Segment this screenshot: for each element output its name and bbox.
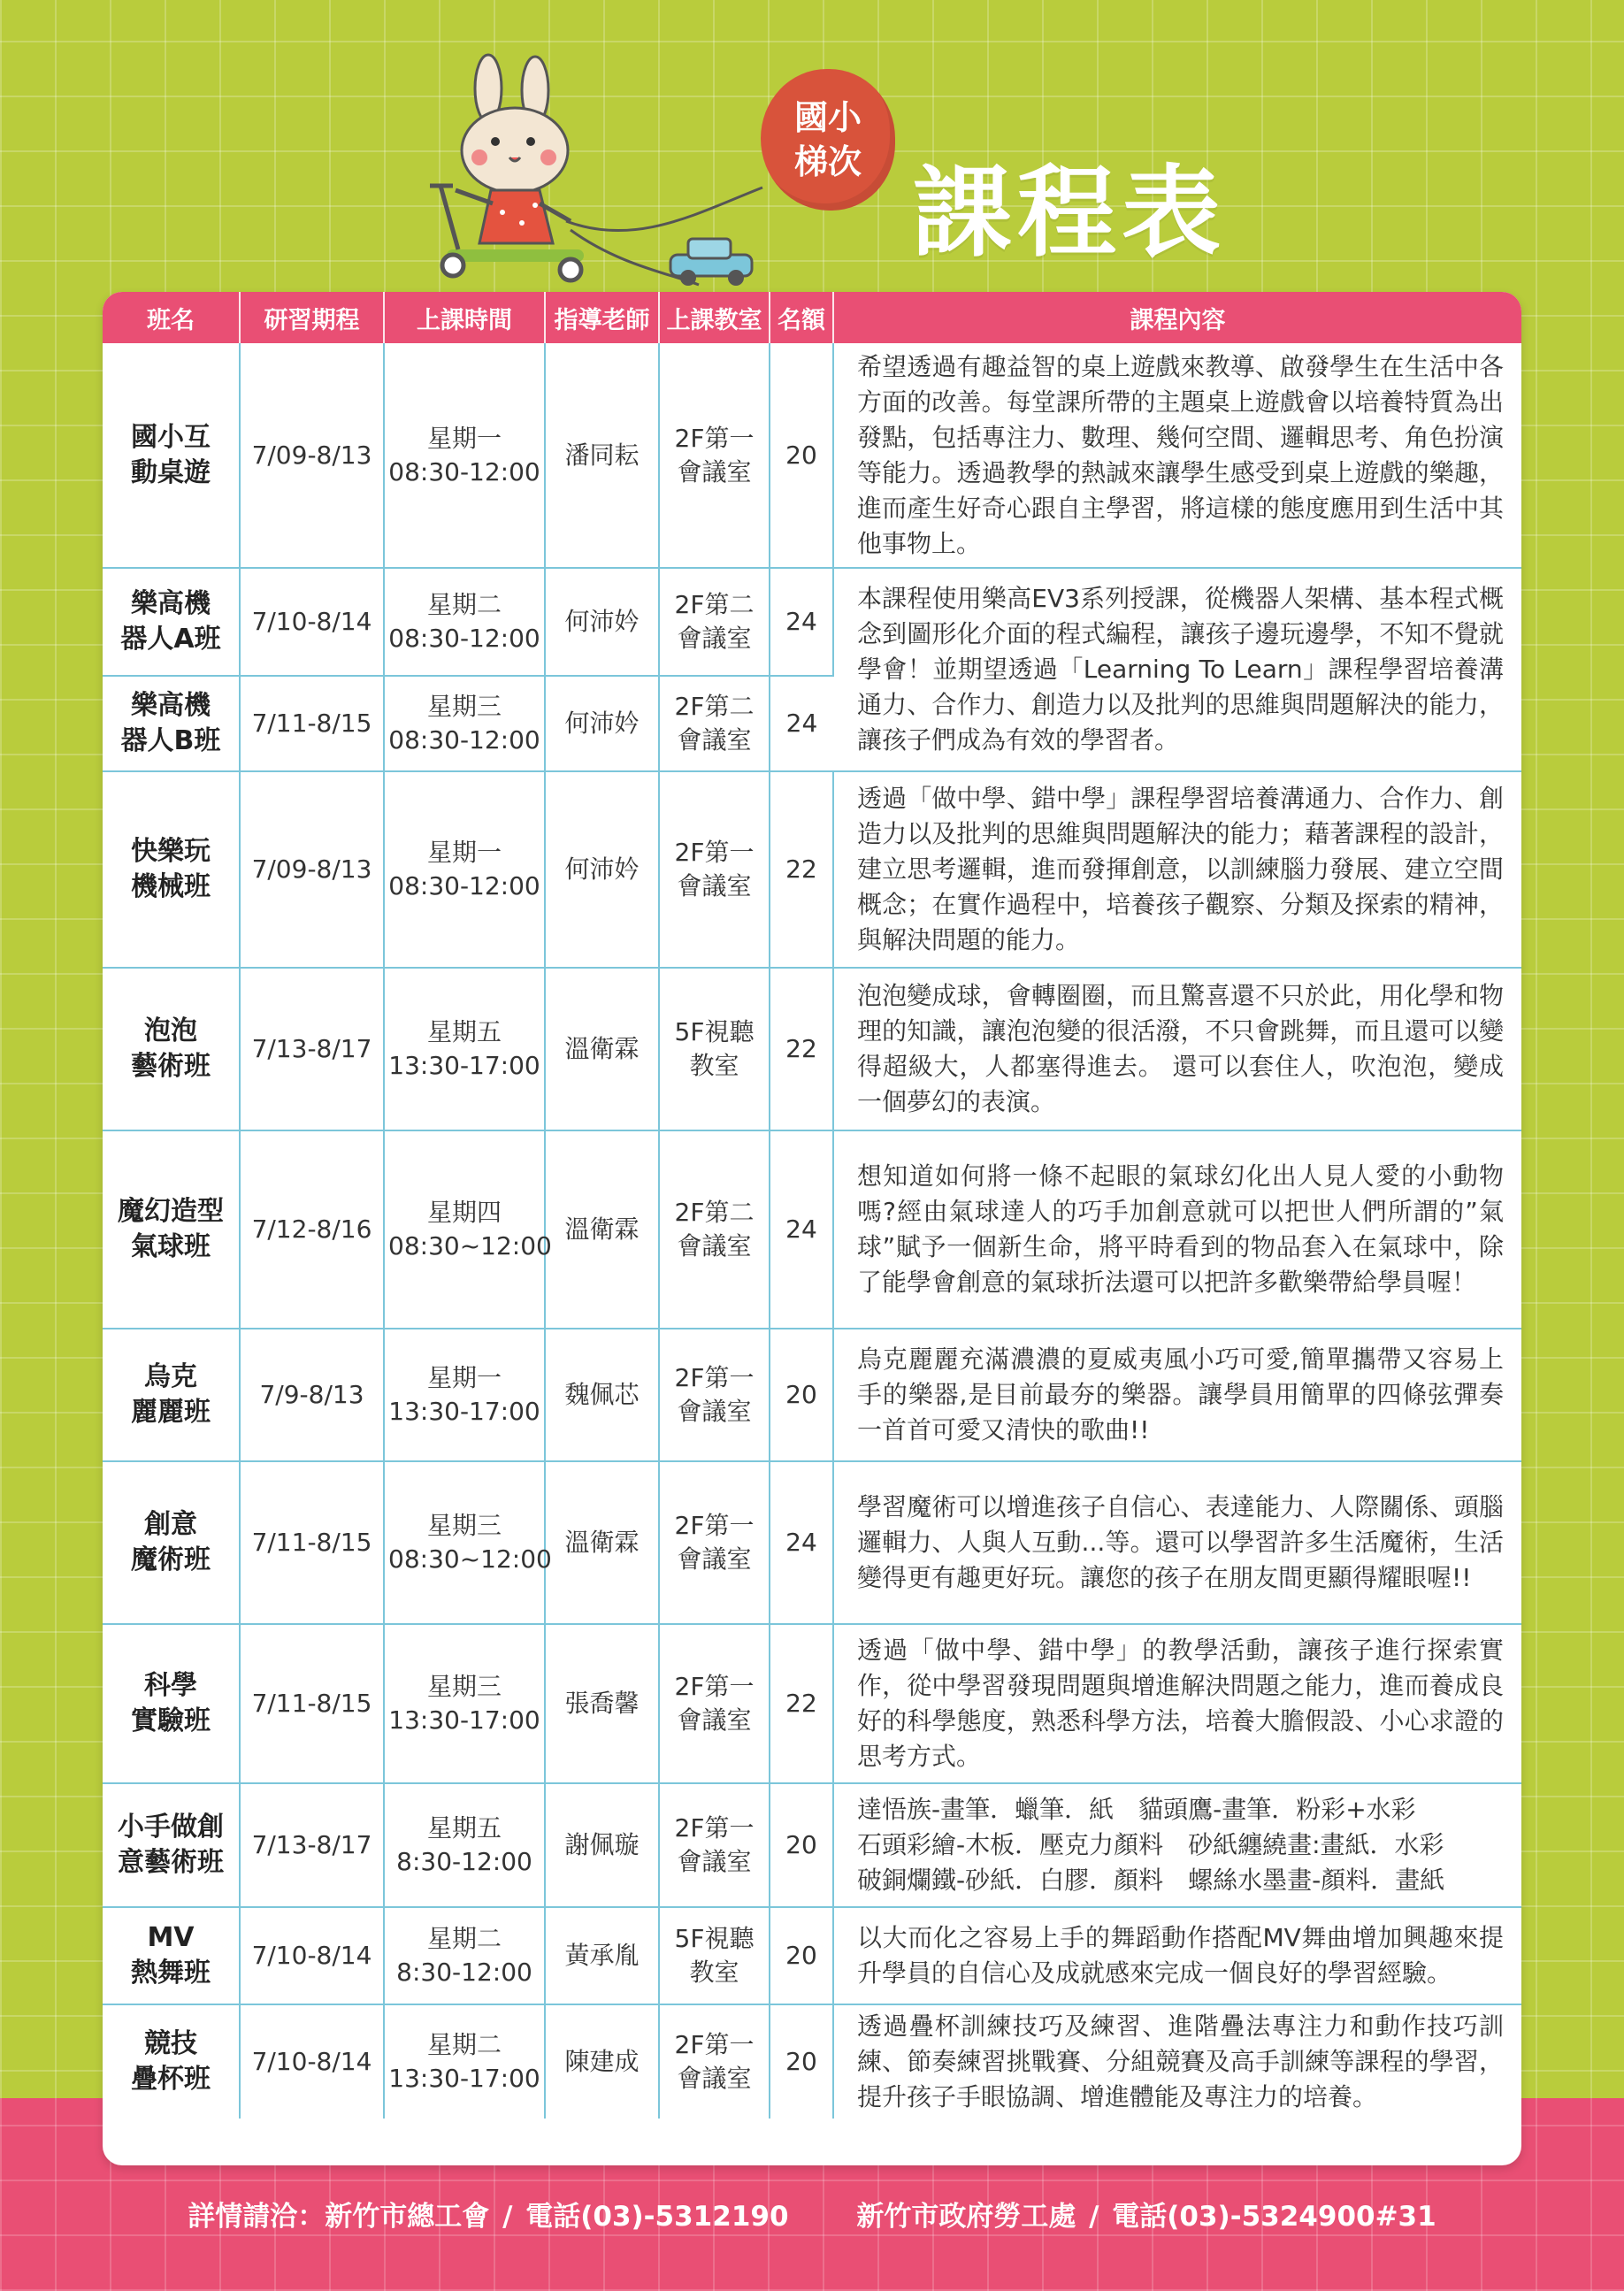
course-quota: 22 <box>770 968 833 1130</box>
course-period: 7/11-8/15 <box>240 1461 384 1624</box>
course-content <box>833 1907 1521 2004</box>
course-quota: 20 <box>770 1783 833 1907</box>
table-header-row <box>103 292 1521 343</box>
course-content-text: 想知道如何將一條不起眼的氣球幻化出人見人愛的小動物嗎?經由氣球達人的巧手加創意就可以把世人們所謂的”氣球”賦予一個新生命，將平時看到的物品套入在氣球中，除了能學會創意的氣球折法還可以把許多歡樂帶給學員喔！ <box>857 1161 1504 1297</box>
table-row <box>103 568 1521 676</box>
course-quota: 22 <box>770 771 833 968</box>
course-content-text: 烏克麗麗充滿濃濃的夏威夷風小巧可愛,簡單攜帶又容易上手的樂器,是目前最夯的樂器。讓學員用簡單的四條弦彈奏一首首可愛又清快的歌曲!! <box>857 1345 1504 1444</box>
course-time <box>384 676 545 771</box>
course-content-text: 學習魔術可以增進孩子自信心、表達能力、人際關係、頭腦邏輯力、人與人互動...等。還可以學習許多生活魔術，生活變得更有趣更好玩。讓您的孩子在朋友間更顯得耀眼喔!! <box>857 1492 1504 1592</box>
course-content-text: 透過「做中學、錯中學」課程學習培養溝通力、合作力、創造力以及批判的思維與問題解決的能力；藉著課程的設計，建立思考邏輯，進而發揮創意，以訓練腦力發展、建立空間概念；在實作過程中，培養孩子觀察、分類及探索的精神，與解決問題的能力。 <box>857 784 1504 954</box>
course-content <box>833 2004 1521 2119</box>
course-name-text: 創意 魔術班 <box>131 1509 211 1575</box>
course-content <box>833 1329 1521 1461</box>
course-room <box>659 1130 770 1329</box>
course-time-text: 星期三 08:30~12:00 <box>388 1511 552 1574</box>
badge-line-2: 梯次 <box>793 142 862 181</box>
course-content <box>833 568 1521 771</box>
course-teacher: 魏佩芯 <box>545 1329 659 1461</box>
course-room <box>659 1907 770 2004</box>
course-name-text: 快樂玩 機械班 <box>131 836 211 902</box>
course-time-text: 星期一 08:30-12:00 <box>388 423 540 487</box>
course-content <box>833 968 1521 1130</box>
column-header: 名額 <box>770 292 833 343</box>
course-content-text: 泡泡變成球，會轉圈圈，而且驚喜還不只於此，用化學和物理的知識，讓泡泡變的很活潑，不只會跳舞，而且還可以變得超級大，人都塞得進去。 還可以套住人，吹泡泡，變成一個夢幻的表演。 <box>857 981 1504 1116</box>
course-content-text: 透過疊杯訓練技巧及練習、進階疊法專注力和動作技巧訓練、節奏練習挑戰賽、分組競賽及高手訓練等課程的學習，提升孩子手眼協調、增進體能及專注力的培養。 <box>857 2011 1504 2111</box>
table-row <box>103 343 1521 568</box>
course-room-text: 2F第一 會議室 <box>674 423 755 487</box>
course-period: 7/09-8/13 <box>240 771 384 968</box>
course-room-text: 2F第一 會議室 <box>674 1363 755 1426</box>
course-time-text: 星期一 13:30-17:00 <box>388 1363 540 1426</box>
course-teacher: 陳建成 <box>545 2004 659 2119</box>
course-name <box>103 1461 240 1624</box>
course-period: 7/13-8/17 <box>240 1783 384 1907</box>
column-header: 研習期程 <box>240 292 384 343</box>
table-row <box>103 1130 1521 1329</box>
course-room <box>659 2004 770 2119</box>
course-name <box>103 1624 240 1783</box>
course-period: 7/09-8/13 <box>240 343 384 568</box>
course-time <box>384 1461 552 1624</box>
course-teacher: 溫衛霖 <box>545 968 659 1130</box>
course-content <box>833 1461 1521 1624</box>
course-content-text: 以大而化之容易上手的舞蹈動作搭配MV舞曲增加興趣來提升學員的自信心及成就感來完成一個良好的學習經驗。 <box>857 1923 1504 1988</box>
column-header: 上課教室 <box>659 292 770 343</box>
course-name <box>103 1907 240 2004</box>
table-row <box>103 1907 1521 2004</box>
course-time <box>384 1130 552 1329</box>
course-period: 7/10-8/14 <box>240 1907 384 2004</box>
course-name <box>103 1783 240 1907</box>
bunny-scooter-illustration <box>407 53 796 292</box>
course-time <box>384 1783 545 1907</box>
course-time <box>384 1907 545 2004</box>
course-time-text: 星期一 08:30-12:00 <box>388 838 540 900</box>
course-period: 7/10-8/14 <box>240 2004 384 2119</box>
course-time <box>384 1329 545 1461</box>
course-time <box>384 771 545 968</box>
course-teacher: 溫衛霖 <box>545 1461 659 1624</box>
course-room-text: 2F第二 會議室 <box>674 590 755 653</box>
course-room <box>659 676 770 771</box>
course-name-text: 樂高機 器人B班 <box>120 690 221 756</box>
course-quota: 24 <box>770 1130 833 1329</box>
course-teacher: 張喬馨 <box>545 1624 659 1783</box>
course-room <box>659 1783 770 1907</box>
contact-union: 詳情請洽：新竹市總工會 / 電話(03)-5312190 <box>188 2201 789 2233</box>
course-name-text: 競技 疊杯班 <box>131 2028 211 2095</box>
course-name <box>103 343 240 568</box>
course-time <box>384 568 545 676</box>
course-quota: 20 <box>770 2004 833 2119</box>
course-quota: 24 <box>770 1461 833 1624</box>
course-time-text: 星期五 13:30-17:00 <box>388 1017 540 1080</box>
grade-badge-balloon <box>761 69 895 211</box>
schedule-table-card <box>103 292 1521 2165</box>
table-row <box>103 771 1521 968</box>
course-teacher: 溫衛霖 <box>545 1130 659 1329</box>
course-time-text: 星期二 13:30-17:00 <box>388 2030 540 2093</box>
course-room-text: 2F第二 會議室 <box>674 1198 755 1260</box>
course-content <box>833 1783 1521 1907</box>
course-teacher: 潘同耘 <box>545 343 659 568</box>
course-room-text: 2F第一 會議室 <box>674 838 755 900</box>
course-name <box>103 568 240 676</box>
course-teacher: 黃承胤 <box>545 1907 659 2004</box>
course-name-text: 小手做創 意藝術班 <box>118 1812 224 1878</box>
course-room <box>659 968 770 1130</box>
course-teacher: 謝佩璇 <box>545 1783 659 1907</box>
course-name <box>103 676 240 771</box>
course-room <box>659 1461 770 1624</box>
course-room-text: 2F第一 會議室 <box>674 1672 755 1735</box>
course-time-text: 星期二 8:30-12:00 <box>396 1924 532 1987</box>
course-time-text: 星期三 13:30-17:00 <box>388 1672 540 1735</box>
course-name <box>103 771 240 968</box>
course-time <box>384 1624 545 1783</box>
course-time-text: 星期五 8:30-12:00 <box>396 1813 532 1876</box>
footer-contact-info <box>0 2194 1624 2234</box>
course-period: 7/11-8/15 <box>240 676 384 771</box>
course-teacher: 何沛妗 <box>545 676 659 771</box>
contact-labor-dept: 新竹市政府勞工處 / 電話(03)-5324900#31 <box>856 2201 1436 2233</box>
course-content <box>833 1624 1521 1783</box>
schedule-table <box>103 292 1521 2119</box>
course-time <box>384 2004 545 2119</box>
course-period: 7/10-8/14 <box>240 568 384 676</box>
course-quota: 24 <box>770 676 833 771</box>
course-content <box>833 771 1521 968</box>
course-name <box>103 968 240 1130</box>
course-room <box>659 771 770 968</box>
course-time-text: 星期四 08:30~12:00 <box>388 1198 552 1260</box>
course-name-text: 烏克 麗麗班 <box>131 1361 211 1428</box>
course-room-text: 5F視聽 教室 <box>674 1924 755 1987</box>
table-row <box>103 2004 1521 2119</box>
badge-line-1: 國小 <box>793 98 862 137</box>
course-room-text: 2F第一 會議室 <box>674 2030 755 2093</box>
course-period: 7/13-8/17 <box>240 968 384 1130</box>
table-row <box>103 968 1521 1130</box>
course-period: 7/11-8/15 <box>240 1624 384 1783</box>
course-content-text: 本課程使用樂高EV3系列授課，從機器人架構、基本程式概念到圖形化介面的程式編程，讓孩子邊玩邊學，不知不覺就學會！並期望透過「Learning To Learn」課程學習培養溝通力、合作力、創造力以及批判的思維與問題解決的能力，讓孩子們成為有效的學習者。 <box>857 584 1504 755</box>
column-header: 班名 <box>103 292 240 343</box>
course-quota: 20 <box>770 343 833 568</box>
course-teacher: 何沛妗 <box>545 771 659 968</box>
course-name-text: MV 熱舞班 <box>131 1922 211 1988</box>
course-name-text: 科學 實驗班 <box>131 1670 211 1736</box>
course-room <box>659 568 770 676</box>
course-name-text: 樂高機 器人A班 <box>120 588 221 655</box>
course-room <box>659 343 770 568</box>
course-content-text: 達悟族-畫筆．蠟筆．紙 貓頭鷹-畫筆．粉彩+水彩 石頭彩繪-木板．壓克力顏料 砂紙纏繞畫:畫紙．水彩 破銅爛鐵-砂紙．白膠．顏料 螺絲水墨畫-顏料．畫紙 <box>857 1795 1445 1895</box>
table-row <box>103 1461 1521 1624</box>
course-content <box>833 1130 1521 1329</box>
course-period: 7/9-8/13 <box>240 1329 384 1461</box>
table-row <box>103 1329 1521 1461</box>
course-content-text: 透過「做中學、錯中學」的教學活動，讓孩子進行探索實作，從中學習發現問題與增進解決問題之能力，進而養成良好的科學態度，熟悉科學方法，培養大膽假設、小心求證的思考方式。 <box>857 1636 1504 1771</box>
course-time-text: 星期二 08:30-12:00 <box>388 590 540 653</box>
course-room <box>659 1329 770 1461</box>
course-quota: 20 <box>770 1907 833 2004</box>
course-room <box>659 1624 770 1783</box>
course-quota: 24 <box>770 568 833 676</box>
course-content-text: 希望透過有趣益智的桌上遊戲來教導、啟發學生在生活中各方面的改善。每堂課所帶的主題桌上遊戲會以培養特質為出發點，包括專注力、數理、幾何空間、邏輯思考、角色扮演等能力。透過教學的熱誠來讓學生感受到桌上遊戲的樂趣，進而產生好奇心跟自主學習，將這樣的態度應用到生活中其他事物上。 <box>857 351 1504 558</box>
course-name <box>103 1130 240 1329</box>
course-room-text: 2F第二 會議室 <box>674 692 755 755</box>
course-name-text: 魔幻造型 氣球班 <box>118 1196 224 1262</box>
course-quota: 22 <box>770 1624 833 1783</box>
page-title: 課程表 <box>913 156 1226 271</box>
course-room-text: 2F第一 會議室 <box>674 1813 755 1876</box>
course-name-text: 國小互 動桌遊 <box>131 421 211 488</box>
course-room-text: 5F視聽 教室 <box>674 1017 755 1080</box>
course-time-text: 星期三 08:30-12:00 <box>388 692 540 755</box>
course-name <box>103 1329 240 1461</box>
course-time <box>384 343 545 568</box>
course-period: 7/12-8/16 <box>240 1130 384 1329</box>
course-room-text: 2F第一 會議室 <box>674 1511 755 1574</box>
course-quota: 20 <box>770 1329 833 1461</box>
column-header: 上課時間 <box>384 292 545 343</box>
course-time <box>384 968 545 1130</box>
course-name-text: 泡泡 藝術班 <box>131 1015 211 1082</box>
table-row <box>103 1783 1521 1907</box>
course-teacher: 何沛妗 <box>545 568 659 676</box>
course-content <box>833 343 1521 568</box>
column-header: 指導老師 <box>545 292 659 343</box>
table-row <box>103 1624 1521 1783</box>
course-name <box>103 2004 240 2119</box>
column-header: 課程內容 <box>833 292 1521 343</box>
